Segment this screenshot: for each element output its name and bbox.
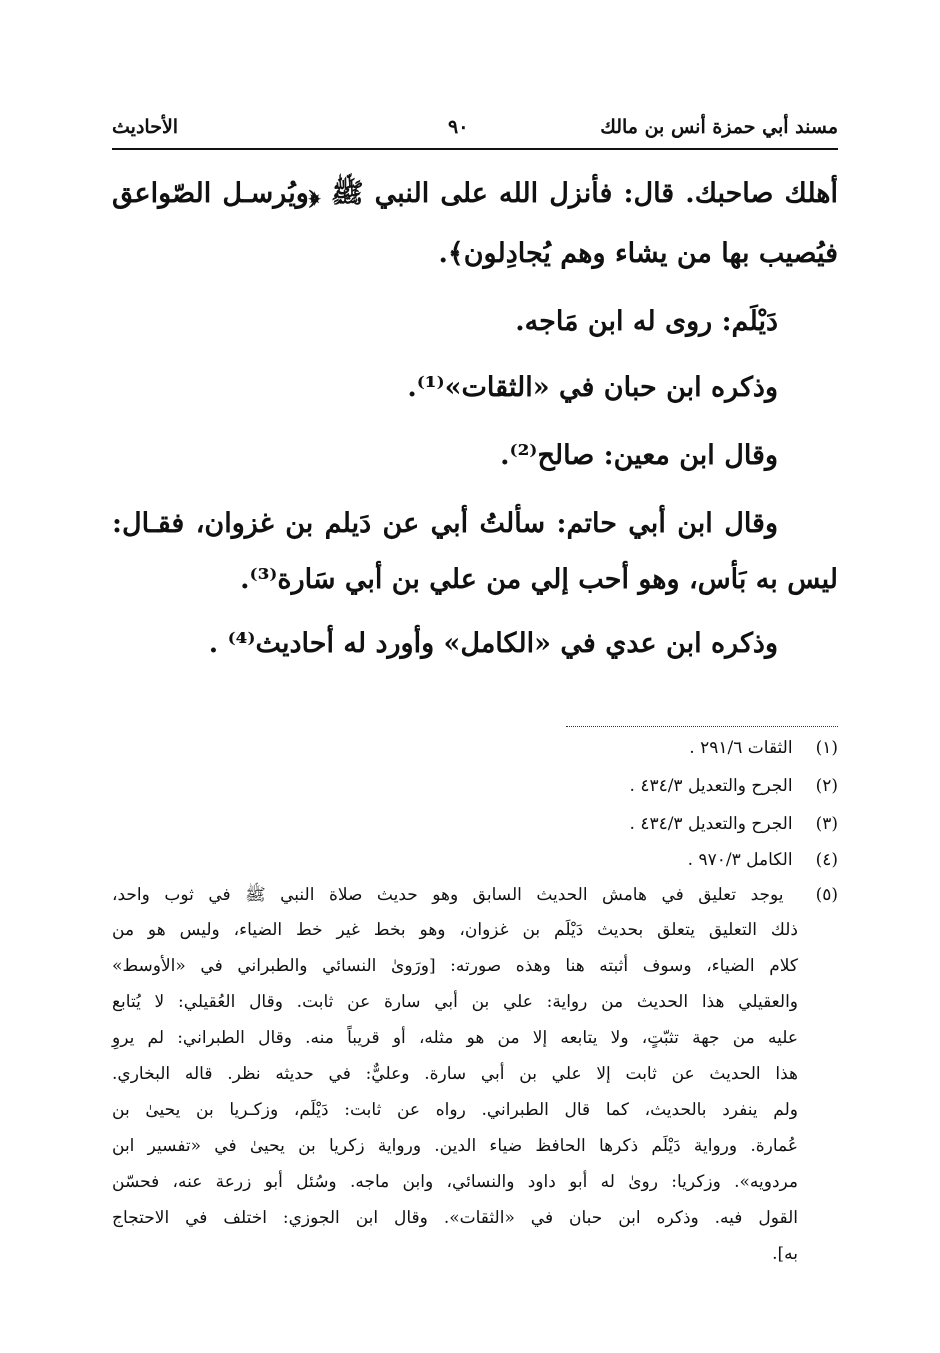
footnote-continuation-line: والعقيلي هذا الحديث من رواية: علي بن أبي سارة عن ثابت. وقال العُقيلي: لا يُتابع bbox=[112, 992, 798, 1012]
footnote-continuation-line: هذا الحديث عن ثابت إلا علي بن أبي سارة. وعليٌّ: في حديثه نظر. قاله البخاري. bbox=[112, 1064, 798, 1084]
footnote-text: يوجد تعليق في هامش الحديث السابق وهو حديث صلاة النبي ﷺ في ثوب واحد، bbox=[112, 885, 784, 905]
body-line: فيُصيب بها من يشاء وهم يُجادِلون﴾. bbox=[438, 238, 838, 269]
footnote bbox=[112, 884, 838, 909]
footnote-number: (١) bbox=[815, 738, 838, 758]
body-line: وذكره ابن حبان في «الثقات»⁽¹⁾. bbox=[407, 372, 778, 403]
body-line: وقال ابن أبي حاتم: سألتُ أبي عن دَيلم بن غزوان، فقـال: bbox=[112, 508, 778, 539]
body-line: أهلك صاحبك. قال: فأنزل الله على النبي ﷺ ﴿ويُرسـل الصّواعق bbox=[112, 178, 838, 209]
footnote-text: الجرح والتعديل ٤٣٤/٣ . bbox=[629, 776, 793, 796]
body-line: ليس به بَأس، وهو أحب إلي من علي بن أبي سَارة⁽³⁾. bbox=[240, 564, 838, 595]
footnote bbox=[630, 814, 839, 834]
footnote-continuation-line: القول فيه. وذكره ابن حبان في «الثقات». وقال ابن الجوزي: اختلف في الاحتجاج bbox=[112, 1208, 798, 1228]
footnote-continuation-line: كلام الضياء، وسوف أثبته هنا وهذه صورته: [ورَوىٰ النسائي والطبراني في «الأوسط» bbox=[112, 956, 798, 976]
footnote bbox=[630, 776, 839, 796]
footnote-number: (٥) bbox=[815, 885, 838, 905]
footnote-separator bbox=[566, 726, 838, 727]
footnote-text: الكامل ٩٧٠/٣ . bbox=[687, 850, 793, 870]
footnote-continuation-line: به]. bbox=[772, 1244, 798, 1264]
section-title: الأحاديث bbox=[112, 116, 179, 138]
footnote bbox=[689, 738, 838, 758]
footnote-number: (٣) bbox=[815, 814, 838, 834]
footnote-continuation-line: مردويه». وزكريا: روىٰ له أبو داود والنسائي، وابن ماجه. وسُئل أبو زرعة عنه، فحسّن bbox=[112, 1172, 798, 1192]
body-line: وقال ابن معين: صالح⁽²⁾. bbox=[500, 440, 778, 471]
footnote-continuation-line: ذلك التعليق يتعلق بحديث دَيْلَم بن غزوان، وهو بخط غير خط الضياء، وليس هو من bbox=[112, 920, 798, 940]
footnote-number: (٢) bbox=[815, 776, 838, 796]
footnote-text: الثقات ٢٩١/٦ . bbox=[689, 738, 793, 758]
footnote-continuation-line: ولم ينفرد بالحديث، كما قال الطبراني. رواه عن ثابت: دَيْلَم، وزكـريا بن يحيىٰ بن bbox=[112, 1100, 798, 1120]
book-title: مسند أبي حمزة أنس بن مالك bbox=[600, 116, 838, 138]
body-line: وذكره ابن عدي في «الكامل» وأورد له أحاديث⁽⁴⁾ . bbox=[208, 628, 778, 659]
footnote-continuation-line: عُمارة. ورواية دَيْلَم ذكرها الحافظ ضياء الدين. ورواية زكريا بن يحيىٰ في «تفسير ابن bbox=[112, 1136, 798, 1156]
footnote bbox=[688, 850, 838, 870]
running-header bbox=[112, 114, 838, 150]
page-number: ٩٠ bbox=[448, 116, 469, 138]
body-line: دَيْلَم: روى له ابن مَاجه. bbox=[515, 306, 778, 337]
footnote-text: الجرح والتعديل ٤٣٤/٣ . bbox=[629, 814, 793, 834]
footnote-continuation-line: عليه من جهة تثبّتٍ، ولا يتابعه إلا من هو مثله، أو قريباً منه. وقال الطبراني: لم يروِ bbox=[112, 1028, 798, 1048]
footnote-number: (٤) bbox=[815, 850, 838, 870]
